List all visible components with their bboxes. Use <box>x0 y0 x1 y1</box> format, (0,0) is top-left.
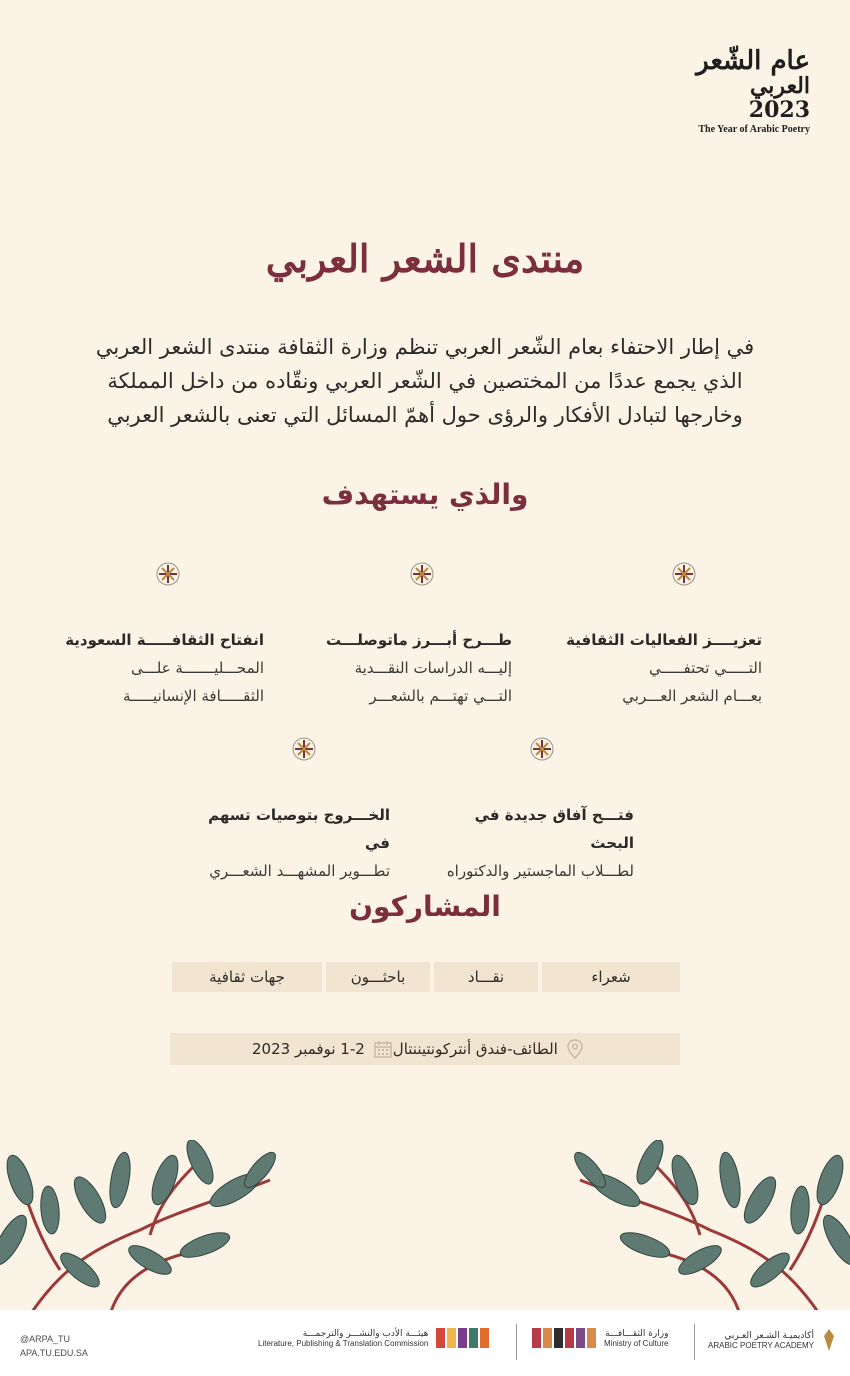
footer-divider <box>694 1324 695 1360</box>
event-info-bar <box>170 1033 680 1065</box>
event-location <box>393 1039 584 1059</box>
ministry-logo <box>532 1328 668 1348</box>
ministry-name-en: Ministry of Culture <box>604 1338 669 1348</box>
footer-divider <box>516 1324 517 1360</box>
leaves-illustration-left <box>0 1140 290 1315</box>
location-pin-icon <box>566 1039 584 1059</box>
social-handle: @ARPA_TU <box>20 1334 70 1344</box>
logo-arabic-line1: عام الشّعر <box>696 46 810 76</box>
commission-name-en: Literature, Publishing & Translation Commission <box>258 1338 429 1348</box>
intro-line: وخارجها لتبادل الأفكار والرؤى حول أهمّ المسائل التي تعنى بالشعر العربي <box>107 403 743 427</box>
star-ornament-icon <box>530 737 554 761</box>
event-date-text: 1-2 نوفمبر 2023 <box>252 1040 365 1058</box>
goal-line: التـــــي تحتفـــــي <box>649 659 762 677</box>
goal-line: بعـــام الشعر العـــربي <box>622 687 762 705</box>
goal-line: الثقـــــافة الإنسانيـــــة <box>123 687 264 705</box>
goal-line: التـــي تهتـــم بالشعـــر <box>369 687 512 705</box>
intro-line: في إطار الاحتفاء بعام الشّعر العربي تنظم وزارة الثقافة منتدى الشعر العربي <box>95 335 755 359</box>
academy-mark-icon <box>822 1328 836 1352</box>
academy-logo <box>708 1328 836 1352</box>
goal-item <box>434 737 634 885</box>
website-url: APA.TU.EDU.SA <box>20 1348 88 1358</box>
goal-heading: انفتاح الثقافـــــة السعودية <box>65 631 264 649</box>
goals-title: والذي يستهدف <box>321 478 529 511</box>
goal-line: المحـــليـــــــة علـــى <box>131 659 264 677</box>
goal-item <box>190 737 390 885</box>
logo-arabic-line2: العربي 2023 <box>748 73 810 123</box>
intro-paragraph <box>70 330 780 432</box>
goal-item <box>562 562 762 710</box>
social-contact <box>20 1332 88 1360</box>
star-ornament-icon <box>410 562 434 586</box>
leaves-illustration-right <box>560 1140 850 1315</box>
page-title: منتدى الشعر العربي <box>265 236 585 281</box>
ministry-name-ar: وزارة الثقـــافـــة <box>605 1328 669 1339</box>
participant-pill: جهات ثقافية <box>172 962 322 992</box>
goal-heading: الخـــروج بتوصيات تسهم في <box>208 806 390 852</box>
goal-heading: تعزيــــز الفعاليات الثقافية <box>566 631 762 649</box>
commission-logo <box>258 1328 489 1348</box>
year-of-arabic-poetry-logo <box>690 48 810 135</box>
logo-english: The Year of Arabic Poetry <box>698 124 810 135</box>
event-date <box>252 1039 393 1059</box>
participants-list <box>170 962 680 992</box>
goal-line: إليـــه الدراسات النقـــدية <box>354 659 512 677</box>
academy-name-en: ARABIC POETRY ACADEMY <box>708 1340 814 1350</box>
calendar-icon <box>373 1039 393 1059</box>
goal-line: لطـــلاب الماجستير والدكتوراه <box>446 862 634 880</box>
star-ornament-icon <box>292 737 316 761</box>
event-location-text: الطائف-فندق أنتركونتيننتال <box>392 1040 558 1058</box>
commission-mark-icon <box>436 1328 489 1348</box>
participant-pill: باحثـــون <box>326 962 430 992</box>
footer-bar <box>0 1310 850 1376</box>
participant-pill: شعراء <box>542 962 680 992</box>
intro-line: الذي يجمع عددًا من المختصين في الشّعر العربي ونقّاده من داخل المملكة <box>107 369 743 393</box>
goal-line: تطـــوير المشهـــد الشعـــري <box>209 862 390 880</box>
participants-title: المشاركون <box>349 890 501 923</box>
participant-pill: نقـــاد <box>434 962 538 992</box>
academy-name-ar: أكاديميـة الشـعر العـربي <box>724 1330 814 1341</box>
star-ornament-icon <box>672 562 696 586</box>
ministry-mark-icon <box>532 1328 596 1348</box>
commission-name-ar: هيئـــة الأدب والنشـــر والترجمـــة <box>302 1328 429 1339</box>
goal-item <box>312 562 512 710</box>
goal-heading: فتـــح آفاق جديدة في البحث <box>474 806 634 852</box>
star-ornament-icon <box>156 562 180 586</box>
goal-item <box>64 562 264 710</box>
goal-heading: طـــرح أبـــرز ماتوصلـــت <box>325 631 512 649</box>
